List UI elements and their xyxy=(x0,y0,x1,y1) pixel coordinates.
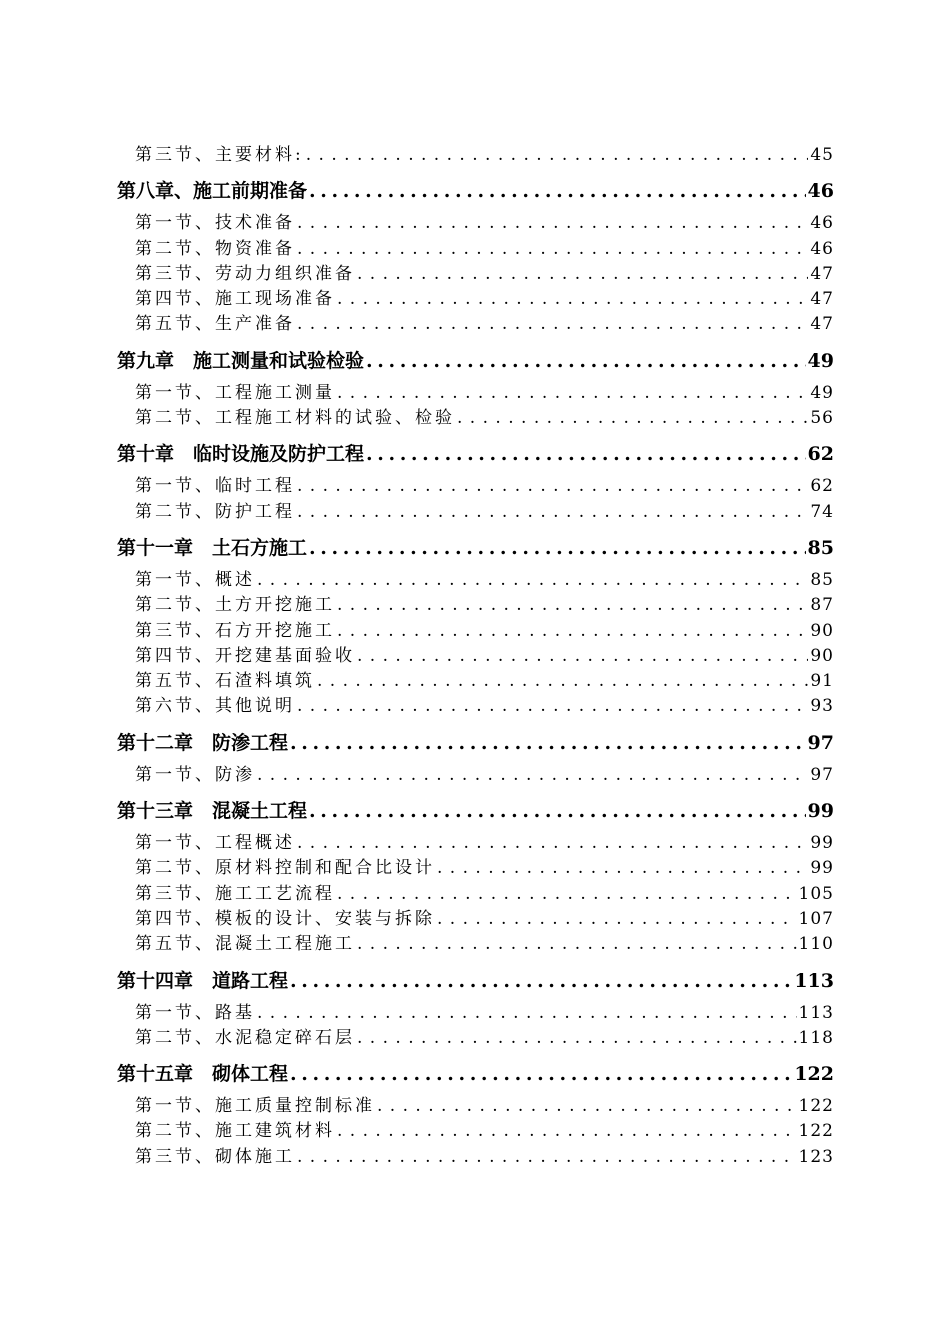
toc-section-entry[interactable] xyxy=(117,1116,834,1141)
toc-section-entry[interactable] xyxy=(117,140,834,165)
toc-entry-label: 第一节、概述 xyxy=(135,569,255,590)
toc-section-entry[interactable] xyxy=(117,1023,834,1048)
toc-page-number: 87 xyxy=(810,595,834,616)
toc-dot-leader xyxy=(309,537,806,558)
toc-page-number: 118 xyxy=(798,1027,834,1048)
toc-section-entry[interactable] xyxy=(117,998,834,1023)
toc-page-number: 47 xyxy=(810,263,834,284)
toc-dot-leader xyxy=(297,502,808,522)
toc-entry-label: 第十三章 混凝土工程 xyxy=(117,800,308,822)
toc-dot-leader xyxy=(297,833,808,853)
toc-entry-label: 第一节、工程概述 xyxy=(135,833,295,854)
toc-section-entry[interactable] xyxy=(117,929,834,954)
toc-chapter-entry[interactable] xyxy=(117,728,834,753)
toc-section-entry[interactable] xyxy=(117,497,834,522)
toc-section-entry[interactable] xyxy=(117,616,834,641)
toc-section-entry[interactable] xyxy=(117,666,834,691)
toc-dot-leader xyxy=(257,1003,797,1023)
toc-section-entry[interactable] xyxy=(117,565,834,590)
toc-dot-leader xyxy=(257,765,808,785)
toc-page-number: 62 xyxy=(807,443,834,465)
toc-section-entry[interactable] xyxy=(117,1091,834,1116)
toc-dot-leader xyxy=(357,934,797,954)
toc-entry-label: 第四节、模板的设计、安装与拆除 xyxy=(135,908,435,929)
toc-entry-label: 第五节、生产准备 xyxy=(135,314,295,335)
toc-dot-leader xyxy=(337,1121,797,1141)
toc-page-number: 97 xyxy=(810,764,834,785)
toc-section-entry[interactable] xyxy=(117,234,834,259)
toc-page-number: 93 xyxy=(810,696,834,717)
toc-entry-label: 第四节、开挖建基面验收 xyxy=(135,645,355,666)
toc-dot-leader xyxy=(337,884,797,904)
toc-entry-label: 第五节、石渣料填筑 xyxy=(135,671,315,692)
toc-section-entry[interactable] xyxy=(117,828,834,853)
toc-dot-leader xyxy=(290,1063,792,1084)
toc-entry-label: 第八章、施工前期准备 xyxy=(117,180,308,202)
toc-page-number: 123 xyxy=(798,1146,834,1167)
toc-section-entry[interactable] xyxy=(117,590,834,615)
toc-page-number: 90 xyxy=(810,645,834,666)
toc-entry-label: 第二节、原材料控制和配合比设计 xyxy=(135,858,435,879)
toc-dot-leader xyxy=(297,213,808,233)
toc-dot-leader xyxy=(297,239,808,259)
toc-page-number: 62 xyxy=(810,476,834,497)
toc-dot-leader xyxy=(437,909,797,929)
toc-page-number: 113 xyxy=(794,969,834,991)
toc-chapter-entry[interactable] xyxy=(117,533,834,558)
toc-entry-label: 第一节、临时工程 xyxy=(135,476,295,497)
toc-section-entry[interactable] xyxy=(117,904,834,929)
toc-dot-leader xyxy=(297,314,808,334)
toc-page-number: 49 xyxy=(810,382,834,403)
table-of-contents xyxy=(117,140,834,1167)
toc-page-number: 90 xyxy=(810,620,834,641)
toc-entry-label: 第二节、工程施工材料的试验、检验 xyxy=(135,408,455,429)
toc-entry-label: 第一节、技术准备 xyxy=(135,213,295,234)
toc-entry-label: 第十二章 防渗工程 xyxy=(117,731,289,753)
toc-section-entry[interactable] xyxy=(117,208,834,233)
toc-dot-leader xyxy=(306,145,809,165)
toc-dot-leader xyxy=(297,1147,797,1167)
toc-dot-leader xyxy=(366,443,806,464)
toc-entry-label: 第九章 施工测量和试验检验 xyxy=(117,349,365,371)
toc-entry-label: 第三节、主要材料: xyxy=(135,145,304,165)
toc-page-number: 113 xyxy=(798,1002,834,1023)
toc-page-number: 74 xyxy=(810,501,834,522)
toc-entry-label: 第一节、防渗 xyxy=(135,764,255,785)
toc-entry-label: 第十五章 砌体工程 xyxy=(117,1063,289,1085)
toc-chapter-entry[interactable] xyxy=(117,796,834,821)
toc-section-entry[interactable] xyxy=(117,378,834,403)
toc-section-entry[interactable] xyxy=(117,284,834,309)
toc-page-number: 85 xyxy=(810,569,834,590)
toc-page-number: 46 xyxy=(810,213,834,234)
toc-entry-label: 第二节、土方开挖施工 xyxy=(135,595,335,616)
toc-section-entry[interactable] xyxy=(117,879,834,904)
toc-dot-leader xyxy=(357,264,808,284)
toc-entry-label: 第二节、防护工程 xyxy=(135,501,295,522)
toc-page-number: 110 xyxy=(798,934,834,955)
toc-chapter-entry[interactable] xyxy=(117,176,834,201)
toc-dot-leader xyxy=(309,800,806,821)
toc-page-number: 99 xyxy=(810,858,834,879)
toc-section-entry[interactable] xyxy=(117,259,834,284)
toc-page-number: 49 xyxy=(807,349,834,371)
toc-dot-leader xyxy=(309,180,806,201)
toc-entry-label: 第二节、物资准备 xyxy=(135,238,295,259)
toc-section-entry[interactable] xyxy=(117,1142,834,1167)
toc-page-number: 99 xyxy=(807,800,834,822)
toc-dot-leader xyxy=(290,970,792,991)
toc-section-entry[interactable] xyxy=(117,641,834,666)
toc-dot-leader xyxy=(317,671,808,691)
toc-entry-label: 第三节、施工工艺流程 xyxy=(135,883,335,904)
toc-page-number: 122 xyxy=(794,1063,834,1085)
toc-entry-label: 第十四章 道路工程 xyxy=(117,969,289,991)
toc-page-number: 91 xyxy=(810,671,834,692)
toc-dot-leader xyxy=(337,383,808,403)
toc-entry-label: 第一节、施工质量控制标准 xyxy=(135,1096,375,1117)
toc-dot-leader xyxy=(290,732,806,753)
toc-page-number: 97 xyxy=(807,731,834,753)
toc-entry-label: 第一节、路基 xyxy=(135,1002,255,1023)
toc-dot-leader xyxy=(337,621,808,641)
toc-dot-leader xyxy=(357,1028,797,1048)
toc-chapter-entry[interactable] xyxy=(117,1059,834,1084)
toc-chapter-entry[interactable] xyxy=(117,966,834,991)
toc-section-entry[interactable] xyxy=(117,853,834,878)
toc-entry-label: 第三节、砌体施工 xyxy=(135,1146,295,1167)
toc-entry-label: 第五节、混凝土工程施工 xyxy=(135,934,355,955)
toc-chapter-entry[interactable] xyxy=(117,346,834,371)
toc-page-number: 99 xyxy=(810,833,834,854)
toc-dot-leader xyxy=(377,1096,797,1116)
toc-entry-label: 第二节、施工建筑材料 xyxy=(135,1121,335,1142)
toc-section-entry[interactable] xyxy=(117,471,834,496)
toc-entry-label: 第十章 临时设施及防护工程 xyxy=(117,443,365,465)
toc-page-number: 47 xyxy=(810,314,834,335)
toc-page-number: 107 xyxy=(798,908,834,929)
toc-page-number: 56 xyxy=(810,408,834,429)
toc-page-number: 85 xyxy=(807,536,834,558)
toc-dot-leader xyxy=(437,858,808,878)
toc-page-number: 122 xyxy=(798,1096,834,1117)
toc-page-number: 105 xyxy=(798,883,834,904)
toc-page-number: 45 xyxy=(810,145,834,165)
toc-dot-leader xyxy=(457,408,808,428)
toc-entry-label: 第六节、其他说明 xyxy=(135,696,295,717)
toc-entry-label: 第三节、劳动力组织准备 xyxy=(135,263,355,284)
toc-entry-label: 第十一章 土石方施工 xyxy=(117,536,308,558)
toc-section-entry[interactable] xyxy=(117,691,834,716)
toc-dot-leader xyxy=(297,696,808,716)
toc-chapter-entry[interactable] xyxy=(117,439,834,464)
toc-entry-label: 第一节、工程施工测量 xyxy=(135,382,335,403)
toc-page-number: 122 xyxy=(798,1121,834,1142)
toc-entry-label: 第四节、施工现场准备 xyxy=(135,289,335,310)
toc-page-number: 46 xyxy=(807,180,834,202)
toc-dot-leader xyxy=(366,350,806,371)
toc-dot-leader xyxy=(337,289,808,309)
toc-dot-leader xyxy=(357,646,808,666)
toc-page-number: 46 xyxy=(810,238,834,259)
toc-entry-label: 第二节、水泥稳定碎石层 xyxy=(135,1027,355,1048)
toc-dot-leader xyxy=(257,570,808,590)
toc-dot-leader xyxy=(337,595,808,615)
toc-entry-label: 第三节、石方开挖施工 xyxy=(135,620,335,641)
toc-section-entry[interactable] xyxy=(117,309,834,334)
toc-dot-leader xyxy=(297,476,808,496)
toc-page-number: 47 xyxy=(810,289,834,310)
toc-section-entry[interactable] xyxy=(117,760,834,785)
toc-section-entry[interactable] xyxy=(117,403,834,428)
